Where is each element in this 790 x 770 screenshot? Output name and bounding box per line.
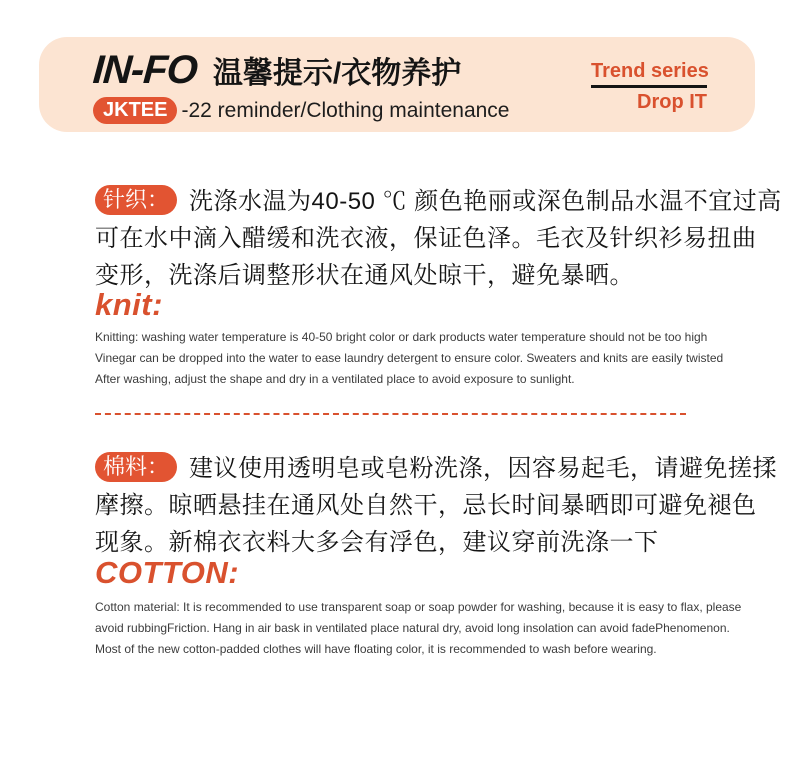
- cotton-section-en: [95, 597, 741, 660]
- knit-section-en: [95, 327, 723, 390]
- header-underline: [591, 85, 707, 88]
- knit-section-cn: [95, 183, 782, 294]
- cotton-en-line-2: avoid rubbingFriction. Hang in air bask in ventilated place natural dry, avoid long insolation can avoid fadePhenomenon.: [95, 621, 730, 635]
- knit-cn-text-1: 洗涤水温为40-50 ℃ 颜色艳丽或深色制品水温不宜过高: [189, 188, 782, 215]
- knit-heading: knit:: [95, 287, 163, 322]
- knit-cn-line-1: [95, 183, 782, 220]
- cotton-cn-line-1: [95, 450, 777, 487]
- jktee-badge: JKTEE: [93, 97, 177, 124]
- header-title-row: [93, 48, 509, 94]
- dashed-divider: [95, 413, 686, 415]
- knit-tag-badge: 针织：: [95, 185, 177, 215]
- cotton-en-line-1: Cotton material: It is recommended to use transparent soap or soap powder for washing, because it is easy to flax, please: [95, 600, 742, 614]
- brand-logo: IN-FO: [91, 48, 199, 92]
- cotton-section-cn: [95, 450, 777, 561]
- cotton-cn-line-3: 现象。新棉衣衣料大多会有浮色，建议穿前洗涤一下: [95, 529, 659, 556]
- knit-cn-line-3: 变形，洗涤后调整形状在通风处晾干，避免暴晒。: [95, 262, 634, 289]
- header-subtitle-en: -22 reminder/Clothing maintenance: [181, 98, 510, 122]
- header-title-cn: 温馨提示/衣物养护: [212, 57, 462, 90]
- header-left-group: [93, 48, 509, 124]
- cotton-heading: COTTON:: [95, 555, 240, 590]
- knit-en-line-1: Knitting: washing water temperature is 40-50 bright color or dark products water temperature should not be too high: [95, 330, 708, 344]
- cotton-en-line-3: Most of the new cotton-padded clothes will have floating color, it is recommended to wash before wearing.: [95, 642, 657, 656]
- header-subtitle-row: [93, 97, 509, 124]
- knit-en-line-2: Vinegar can be dropped into the water to ease laundry detergent to ensure color. Sweaters and knits are easily twisted: [95, 351, 724, 365]
- cotton-cn-text-1: 建议使用透明皂或皂粉洗涤，因容易起毛，请避免搓揉: [189, 455, 778, 482]
- cotton-cn-line-2: 摩擦。晾晒悬挂在通风处自然干，忌长时间暴晒即可避免褪色: [95, 492, 757, 519]
- knit-cn-line-2: 可在水中滴入醋缓和洗衣液，保证色泽。毛衣及针织衫易扭曲: [95, 225, 757, 252]
- trend-series-label: Trend series: [591, 60, 709, 82]
- cotton-tag-badge: 棉料：: [95, 452, 177, 482]
- drop-it-label: Drop IT: [637, 91, 707, 113]
- header-right-group: [591, 60, 707, 114]
- knit-en-line-3: After washing, adjust the shape and dry in a ventilated place to avoid exposure to sunlight.: [95, 372, 575, 386]
- header-band: [39, 37, 755, 132]
